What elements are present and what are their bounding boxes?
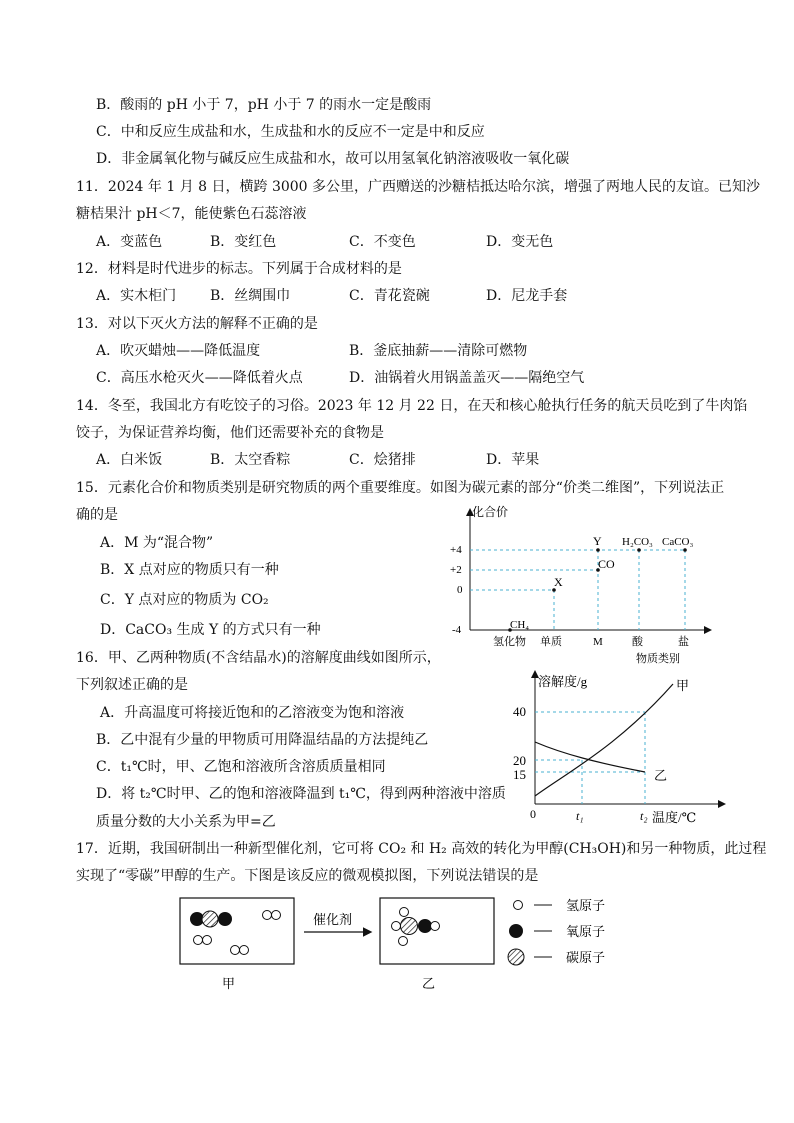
q15-stem-line1: 15．元素化合价和物质类别是研究物质的两个重要维度。如图为碳元素的部分“价类二维图”，下列说法正 bbox=[76, 480, 725, 496]
q12-option-d: D．尼龙手套 bbox=[486, 288, 568, 304]
svg-text:碳原子: 碳原子 bbox=[566, 950, 606, 965]
legend-oxygen bbox=[509, 924, 605, 939]
curve-jia bbox=[535, 684, 673, 796]
q15-option-d: D．CaCO₃ 生成 Y 的方式只有一种 bbox=[100, 622, 321, 638]
category-salt: 盐 bbox=[678, 636, 689, 648]
co2-molecule bbox=[190, 911, 232, 927]
tick-label-0: 0 bbox=[457, 584, 463, 596]
x-axis-label: 温度/℃ bbox=[652, 810, 697, 825]
q16-option-b: B．乙中混有少量的甲物质可用降温结晶的方法提纯乙 bbox=[96, 732, 429, 748]
q16-option-d-cont: 质量分数的大小关系为甲=乙 bbox=[96, 814, 276, 830]
x-axis-label: 物质类别 bbox=[636, 653, 680, 665]
reaction-diagram bbox=[170, 888, 630, 998]
q16-option-c: C．t₁℃时，甲、乙饱和溶液所含溶质质量相同 bbox=[96, 759, 386, 775]
legend-hydrogen bbox=[514, 898, 606, 913]
q16-stem-line1: 16．甲、乙两种物质(不含结晶水)的溶解度曲线如图所示， bbox=[76, 650, 441, 666]
label-co: CO bbox=[598, 557, 615, 571]
svg-text:氢原子: 氢原子 bbox=[566, 898, 606, 913]
y-axis-label: 溶解度/g bbox=[538, 674, 588, 689]
q11-option-b: B．变红色 bbox=[210, 234, 277, 250]
box-jia-label: 甲 bbox=[222, 976, 236, 991]
q12-option-c: C．青花瓷碗 bbox=[349, 288, 430, 304]
q13-option-a: A．吹灭蜡烛——降低温度 bbox=[96, 343, 261, 359]
tick-label-plus4: +4 bbox=[450, 544, 462, 556]
q17-stem-line2: 实现了“零碳”甲醇的生产。下图是该反应的微观模拟图，下列说法错误的是 bbox=[76, 868, 539, 884]
q16-option-a: A．升高温度可将接近饱和的乙溶液变为饱和溶液 bbox=[100, 705, 405, 721]
valence-class-chart bbox=[440, 500, 720, 670]
q13-option-d: D．油锅着火用锅盖盖灭——隔绝空气 bbox=[349, 370, 585, 386]
q13-stem: 13．对以下灭火方法的解释不正确的是 bbox=[76, 316, 318, 332]
svg-text:氧原子: 氧原子 bbox=[566, 924, 606, 939]
q13-option-b: B．釜底抽薪——清除可燃物 bbox=[349, 343, 528, 359]
q14-option-d: D．苹果 bbox=[486, 452, 540, 468]
q14-option-b: B．太空香粽 bbox=[210, 452, 291, 468]
solubility-chart bbox=[508, 668, 728, 830]
category-element: 单质 bbox=[540, 636, 562, 648]
q16-stem-line2: 下列叙述正确的是 bbox=[76, 677, 188, 693]
q12-option-a: A．实木柜门 bbox=[96, 288, 177, 304]
label-caco3: CaCO₃ bbox=[662, 536, 694, 548]
category-m: M bbox=[593, 636, 603, 648]
curve-yi bbox=[535, 742, 645, 772]
q14-option-c: C．烩猪排 bbox=[349, 452, 416, 468]
category-hydride: 氢化物 bbox=[493, 636, 526, 648]
q10-option-d: D．非金属氧化物与碱反应生成盐和水，故可以用氢氧化钠溶液吸收一氧化碳 bbox=[96, 151, 570, 167]
q12-option-b: B．丝绸围巾 bbox=[210, 288, 291, 304]
q16-option-d: D．将 t₂℃时甲、乙的饱和溶液降温到 t₁℃，得到两种溶液中溶质 bbox=[96, 786, 506, 802]
tick-label-plus2: +2 bbox=[450, 564, 462, 576]
tick-0: 0 bbox=[530, 807, 536, 821]
q17-stem-line1: 17．近期，我国研制出一种新型催化剂，它可将 CO₂ 和 H₂ 高效的转化为甲醇(CH₃OH)和另一种物质，此过程 bbox=[76, 841, 767, 857]
y-axis-label: 化合价 bbox=[472, 505, 509, 519]
tick-label-minus4: -4 bbox=[452, 624, 462, 636]
q11-option-a: A．变蓝色 bbox=[96, 234, 163, 250]
q15-option-a: A．M 为“混合物” bbox=[100, 535, 214, 551]
label-jia: 甲 bbox=[676, 678, 690, 693]
q14-stem-line2: 饺子，为保证营养均衡，他们还需要补充的食物是 bbox=[76, 425, 384, 441]
point-y bbox=[596, 548, 600, 552]
tick-t2: t₂ bbox=[640, 809, 648, 823]
q11-stem-line2: 糖桔果汁 pH＜7，能使紫色石蕊溶液 bbox=[76, 206, 307, 222]
q15-option-c: C．Y 点对应的物质为 CO₂ bbox=[100, 592, 269, 608]
point-h2co3 bbox=[637, 548, 641, 552]
box-yi-label: 乙 bbox=[422, 976, 436, 991]
q14-stem-line1: 14．冬至，我国北方有吃饺子的习俗。2023 年 12 月 22 日，在天和核心舱执行任务的航天员吃到了牛肉馅 bbox=[76, 398, 748, 414]
tick-40: 40 bbox=[513, 704, 526, 719]
tick-15: 15 bbox=[513, 767, 526, 782]
q11-option-d: D．变无色 bbox=[486, 234, 554, 250]
q13-option-c: C．高压水枪灭火——降低着火点 bbox=[96, 370, 303, 386]
catalyst-label: 催化剂 bbox=[313, 912, 353, 927]
legend-carbon bbox=[508, 949, 605, 965]
label-yi: 乙 bbox=[654, 768, 668, 783]
label-x: X bbox=[554, 575, 563, 589]
label-y: Y bbox=[593, 534, 602, 548]
box-yi bbox=[380, 898, 494, 964]
point-caco3 bbox=[683, 548, 687, 552]
q15-stem-line2: 确的是 bbox=[76, 507, 118, 523]
category-acid: 酸 bbox=[632, 636, 643, 648]
q11-stem-line1: 11．2024 年 1 月 8 日，横跨 3000 多公里，广西赠送的沙糖桔抵达哈尔滨，增强了两地人民的友谊。已知沙 bbox=[76, 179, 761, 195]
q11-option-c: C．不变色 bbox=[349, 234, 416, 250]
q10-option-c: C．中和反应生成盐和水，生成盐和水的反应不一定是中和反应 bbox=[96, 124, 485, 140]
tick-20: 20 bbox=[513, 753, 526, 768]
q12-stem: 12．材料是时代进步的标志。下列属于合成材料的是 bbox=[76, 261, 402, 277]
q10-option-b: B．酸雨的 pH 小于 7，pH 小于 7 的雨水一定是酸雨 bbox=[96, 97, 432, 113]
label-ch4: CH₄ bbox=[510, 619, 530, 631]
q14-option-a: A．白米饭 bbox=[96, 452, 163, 468]
tick-t1: t₁ bbox=[576, 809, 584, 823]
q15-option-b: B．X 点对应的物质只有一种 bbox=[100, 562, 279, 578]
label-h2co3: H₂CO₃ bbox=[622, 536, 653, 548]
